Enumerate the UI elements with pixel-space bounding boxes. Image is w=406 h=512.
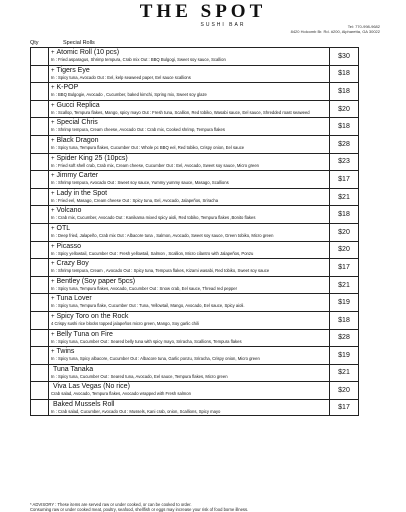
qty-cell[interactable]	[30, 82, 48, 100]
item-in: In : Spicy tuna, Tempura flake, Cucumber	[51, 303, 128, 309]
item-price: $21	[330, 276, 359, 294]
item-price: $23	[330, 153, 359, 171]
item-description	[48, 153, 330, 171]
plus-icon: +	[51, 190, 55, 197]
item-in: 4 Crispy sushi rice blocks topped jalapeños micro green, Mango, Soy garlic chili	[51, 320, 199, 326]
item-out: Out : Eel, kelp seaweed paper, Eel sauce scallions	[97, 74, 191, 80]
menu-row	[30, 65, 359, 83]
item-out: Out : Seared tuna, Avocado, Eel sauce, Tempura flakes, Micro green	[100, 373, 228, 379]
menu-row	[30, 258, 359, 276]
qty-cell[interactable]	[30, 311, 48, 329]
item-details	[51, 409, 327, 414]
item-title: Tuna Lover	[56, 295, 92, 303]
item-out: Out : Sweet soy sauce, Yummy yummy sauce, Masago, Scallions	[107, 180, 229, 186]
item-in: In : Spicy tuna, Avocado	[51, 74, 96, 80]
plus-icon: +	[51, 120, 55, 127]
menu-row	[30, 170, 359, 188]
item-price: $19	[330, 346, 359, 364]
item-title: Crazy Boy	[56, 260, 89, 268]
item-in: In : Deep fried, Jalapeño, Crab mix	[51, 232, 116, 238]
item-title: Jimmy Carter	[56, 172, 99, 180]
item-price: $19	[330, 293, 359, 311]
item-name	[51, 278, 327, 286]
item-details	[51, 356, 327, 361]
advisory	[30, 503, 248, 512]
qty-cell[interactable]	[30, 293, 48, 311]
plus-icon: +	[51, 137, 55, 144]
item-name	[51, 49, 327, 57]
menu-row	[30, 188, 359, 206]
item-name	[51, 401, 327, 409]
menu-row	[30, 293, 359, 311]
item-description	[48, 170, 330, 188]
item-price: $28	[330, 135, 359, 153]
item-name	[51, 313, 327, 321]
qty-cell[interactable]	[30, 223, 48, 241]
item-in: Crab salad, Avocado, Tempura flakes, Avocado wrapped with Fresh salmon	[51, 391, 191, 397]
item-details	[51, 321, 327, 326]
item-title: Baked Mussels Roll	[53, 400, 115, 408]
item-name	[51, 331, 327, 339]
item-price: $18	[330, 205, 359, 223]
item-description	[48, 188, 330, 206]
special-rolls-header: Special Rolls	[63, 40, 95, 46]
item-name	[51, 67, 327, 75]
item-details	[51, 198, 327, 203]
item-details	[51, 163, 327, 168]
item-title: Bentley (Soy paper 5pcs)	[56, 277, 136, 285]
advisory-line-2: Consuming raw or under cooked meat, poultry, seafood, shellfish or eggs may increase your risk of food borne illness.	[30, 506, 249, 512]
item-title: Twins	[56, 348, 75, 356]
item-title: OTL	[56, 224, 71, 232]
menu-row	[30, 276, 359, 294]
item-title: Tuna Tanaka	[53, 365, 94, 373]
item-details	[51, 110, 327, 115]
item-description	[48, 65, 330, 83]
item-out: Out : Albacore tuna , Salmon, Avocado, Sweet soy sauce, Green tobiko, Micro green	[116, 232, 274, 238]
item-name	[51, 84, 327, 92]
item-title: Gucci Replica	[56, 101, 100, 109]
item-title: Spider King 25 (10pcs)	[56, 154, 128, 162]
menu-row	[30, 117, 359, 135]
menu-row	[30, 223, 359, 241]
item-description	[48, 47, 330, 65]
qty-cell[interactable]	[30, 205, 48, 223]
item-details	[51, 251, 327, 256]
item-name	[51, 383, 327, 391]
item-details	[51, 303, 327, 308]
plus-icon: +	[51, 243, 55, 250]
item-price: $18	[330, 311, 359, 329]
qty-cell[interactable]	[30, 346, 48, 364]
item-in: In : Shrimp tempura, Avocado	[51, 180, 107, 186]
item-details	[51, 127, 327, 132]
item-title: Viva Las Vegas (No rice)	[53, 383, 130, 391]
item-out: Out : Seared belly tuna with spicy mayo, Sriracha, Scallions, Tempura flakes	[100, 338, 242, 344]
plus-icon: +	[51, 349, 55, 356]
item-details	[51, 268, 327, 273]
item-price: $20	[330, 381, 359, 399]
plus-icon: +	[51, 85, 55, 92]
item-name	[51, 172, 327, 180]
logo-main: THE SPOT	[139, 1, 267, 22]
item-description	[48, 276, 330, 294]
menu-row	[30, 311, 359, 329]
item-out: Out : Crab mix, Cooked shrimp, Tempura flakes	[136, 127, 225, 133]
item-description	[48, 293, 330, 311]
item-price: $17	[330, 258, 359, 276]
item-price: $30	[330, 47, 359, 65]
qty-cell[interactable]	[30, 170, 48, 188]
item-details	[51, 215, 327, 220]
item-details	[51, 92, 327, 97]
plus-icon: +	[51, 67, 55, 74]
menu-row	[30, 241, 359, 259]
plus-icon: +	[51, 50, 55, 56]
item-title: Volcano	[56, 207, 82, 215]
item-details	[51, 391, 327, 396]
menu-row	[30, 135, 359, 153]
item-title: Picasso	[56, 242, 82, 250]
item-title: Lady in the Spot	[56, 189, 108, 197]
item-description	[48, 100, 330, 118]
item-details	[51, 75, 327, 80]
contact-info	[291, 24, 380, 34]
item-price: $18	[330, 65, 359, 83]
item-details	[51, 374, 327, 379]
header	[0, 0, 406, 44]
qty-cell[interactable]	[30, 364, 48, 382]
plus-icon: +	[51, 313, 55, 320]
telephone: Tel: 770-998-9682	[347, 24, 380, 29]
menu-row	[30, 153, 359, 171]
menu-row	[30, 329, 359, 347]
item-name	[51, 190, 327, 198]
item-details	[51, 145, 327, 150]
plus-icon: +	[51, 173, 55, 180]
address: 8420 Holcomb Br. Rd. #200, Alpharetta, GA 30022	[290, 29, 380, 34]
item-in: In : Spicy tuna, Tempura flakes, Cucumber	[51, 144, 130, 150]
item-description	[48, 346, 330, 364]
item-price: $20	[330, 241, 359, 259]
item-title: Special Chris	[56, 119, 98, 127]
item-details	[51, 286, 327, 291]
item-price: $28	[330, 329, 359, 347]
qty-cell[interactable]	[30, 117, 48, 135]
item-description	[48, 241, 330, 259]
item-description	[48, 223, 330, 241]
item-in: In : Spicy tuna, Cucumber	[51, 373, 100, 379]
plus-icon: +	[51, 225, 55, 232]
qty-cell[interactable]	[30, 135, 48, 153]
item-name	[51, 366, 327, 374]
plus-icon: +	[51, 155, 55, 162]
item-out: Out : Eel, Avocado, Sweet soy sauce, Micro green	[165, 162, 260, 168]
item-description	[48, 364, 330, 382]
item-title: K-POP	[56, 84, 79, 92]
advisory-line-1: * ADVISORY : These items are served raw or under cooked, or can be cooked to order.	[30, 502, 192, 507]
item-out: Out : BBQ Bulgogi, Sweet soy sauce, Scallion	[140, 57, 226, 62]
item-in: In : Spicy tuna, Tempura flakes, Avocado, Cucumber	[51, 285, 149, 291]
item-price: $18	[330, 117, 359, 135]
plus-icon: +	[51, 102, 55, 109]
qty-cell[interactable]	[30, 188, 48, 206]
item-description	[48, 135, 330, 153]
item-in: In : Crab mix, Cucumber, Avocado	[51, 215, 115, 221]
item-details	[51, 180, 327, 185]
menu-row	[30, 47, 359, 65]
item-title: Spicy Toro on the Rock	[56, 312, 129, 320]
item-price: $18	[330, 82, 359, 100]
item-in: In : Shrimp tempura, Cream , Avocado	[51, 268, 123, 274]
qty-cell[interactable]	[30, 399, 48, 417]
item-title: Tigers Eye	[56, 66, 90, 74]
plus-icon: +	[51, 331, 55, 338]
item-description	[48, 117, 330, 135]
item-in: In : Spicy yellowtail, Cucumber	[51, 250, 109, 256]
item-out: Out : Spicy tuna, Eel, Avocado, Jalapeños, Sriracha	[122, 197, 219, 203]
item-out: Out : Snow crab, Eel sauce, Thread red pepper	[149, 285, 237, 291]
item-price: $17	[330, 170, 359, 188]
qty-cell[interactable]	[30, 381, 48, 399]
item-name	[51, 119, 327, 127]
item-details	[51, 57, 327, 62]
item-name	[51, 260, 327, 268]
item-details	[51, 339, 327, 344]
qty-cell[interactable]	[30, 241, 48, 259]
item-name	[51, 102, 327, 110]
item-price: $21	[330, 364, 359, 382]
qty-cell[interactable]	[30, 47, 48, 65]
item-out: Out : Fresh yellowtail, Salmon , Scallion, Micro cilantro with Jalapeños, Ponzu	[109, 250, 254, 256]
qty-cell[interactable]	[30, 329, 48, 347]
item-out: Out : Fresh tuna, Scallion, Red tobiko, Wasabi sauce, Eel sauce, Shredded roast seaweed	[141, 109, 310, 115]
qty-cell[interactable]	[30, 65, 48, 83]
item-in: In : Fried eel, Masago, Cream cheese	[51, 197, 122, 203]
item-out: Out : Spicy tuna, Tempura flakes, Kizami wasabi, Red tobiko, Sweet soy sauce	[123, 268, 270, 274]
item-description	[48, 258, 330, 276]
qty-cell[interactable]	[30, 258, 48, 276]
item-name	[51, 137, 327, 145]
item-title: Belly Tuna on Fire	[56, 330, 113, 338]
menu-table	[30, 47, 359, 416]
item-in: In : Spicy tuna, Cucumber	[51, 338, 100, 344]
item-description	[48, 399, 330, 417]
plus-icon: +	[51, 261, 55, 268]
item-name	[51, 348, 327, 356]
item-in: In : Spicy tuna, Spicy albacore, Cucumber	[51, 356, 129, 362]
qty-cell[interactable]	[30, 153, 48, 171]
item-description	[48, 205, 330, 223]
item-in: In : Shrimp tempura, Cream cheese, Avocado	[51, 127, 136, 133]
menu-row	[30, 82, 359, 100]
item-description	[48, 381, 330, 399]
item-details	[51, 233, 327, 238]
item-name	[51, 295, 327, 303]
item-name	[51, 207, 327, 215]
item-description	[48, 82, 330, 100]
item-out: Out : Tuna, Yellowtail, Mango, Avocado, Eel sauce, Spicy aioli.	[128, 303, 245, 309]
plus-icon: +	[51, 296, 55, 303]
item-description	[48, 329, 330, 347]
item-price: $20	[330, 100, 359, 118]
item-in: In : Crab salad, Cucumber, Avocado	[51, 408, 118, 414]
menu-row	[30, 364, 359, 382]
qty-header: Qty	[30, 40, 39, 46]
plus-icon: +	[51, 278, 55, 285]
item-in: In : Fried asparagus, Shrimp tempura, Crab mix	[51, 57, 140, 62]
qty-cell[interactable]	[30, 100, 48, 118]
item-in: In : Fried soft shell crab, Crab mix, Cream cheese, Cucumber	[51, 162, 165, 168]
menu-row	[30, 399, 359, 417]
menu-row	[30, 205, 359, 223]
item-title: Black Dragon	[56, 136, 99, 144]
item-description	[48, 311, 330, 329]
item-name	[51, 155, 327, 163]
item-in: In : BBQ Bulgogie, Avocado , Cucumber, baked kimchi, Spring mix, Sweet soy glaze	[51, 92, 207, 98]
menu-row	[30, 346, 359, 364]
qty-cell[interactable]	[30, 276, 48, 294]
item-out: Out : Mussels, Kani crab, onion, Scallions, Spicy mayo	[119, 408, 221, 414]
item-name	[51, 243, 327, 251]
item-out: Out : Whole pc BBQ eel, Red tobiko, Crispy onion, Eel sauce	[131, 144, 245, 150]
plus-icon: +	[51, 208, 55, 215]
item-out: Out : Albacore tuna, Garlic ponzu, Sriracha, Crispy onion, Micro green	[130, 356, 260, 362]
item-in: In : Scallop, Tempura flakes, Mango, spicy mayo	[51, 109, 141, 115]
item-name	[51, 225, 327, 233]
item-price: $17	[330, 399, 359, 417]
menu-row	[30, 381, 359, 399]
logo-sub: SUSHI BAR	[200, 22, 246, 28]
menu-row	[30, 100, 359, 118]
item-price: $20	[330, 223, 359, 241]
item-title: Atomic Roll (10 pcs)	[56, 49, 120, 56]
item-out: Out : Kanikama mixed spicy aioli, Red tobiko, Tempura flakes ,Bonito flakes	[115, 215, 256, 221]
item-price: $21	[330, 188, 359, 206]
